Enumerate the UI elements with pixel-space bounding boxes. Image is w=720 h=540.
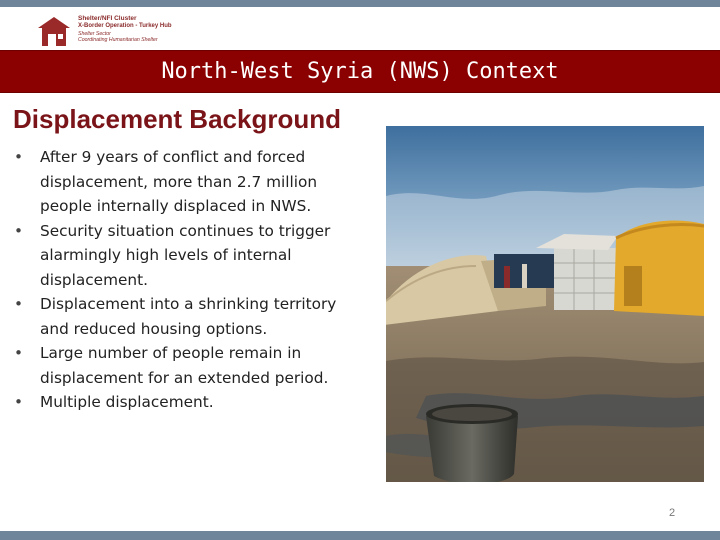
logo-cluster-name: Shelter/NFI Cluster xyxy=(78,15,137,22)
bullet-item xyxy=(14,292,364,341)
page-number: 2 xyxy=(668,507,676,519)
bullet-list xyxy=(14,145,364,415)
bullet-dot-icon: • xyxy=(14,393,24,411)
bullet-item xyxy=(14,219,364,293)
title-banner xyxy=(0,50,720,93)
bullet-text: Displacement into a shrinking territory and reduced housing options. xyxy=(40,295,337,338)
bullet-dot-icon: • xyxy=(14,295,24,313)
bottom-accent-strip xyxy=(0,531,720,540)
banner-title: North-West Syria (NWS) Context xyxy=(161,59,559,84)
bullet-dot-icon: • xyxy=(14,148,24,166)
bullet-text: Security situation continues to trigger alarmingly high levels of internal displacement. xyxy=(40,221,331,289)
logo-tagline: Coordinating Humanitarian Shelter xyxy=(78,37,158,43)
bullet-item xyxy=(14,390,364,415)
bullet-text: Multiple displacement. xyxy=(40,393,214,411)
bullet-dot-icon: • xyxy=(14,221,24,240)
bullet-item xyxy=(14,145,364,219)
logo-operation: X-Border Operation - Turkey Hub xyxy=(78,23,172,29)
slide-heading: Displacement Background xyxy=(13,104,341,134)
cluster-logo xyxy=(36,14,236,48)
bullet-item xyxy=(14,341,364,390)
logo-text xyxy=(78,15,172,44)
camp-photo xyxy=(386,126,704,482)
bullet-text: Large number of people remain in displacement for an extended period. xyxy=(40,344,329,387)
shelter-cluster-logo-icon xyxy=(36,14,72,48)
top-accent-strip xyxy=(0,0,720,7)
bullet-dot-icon: • xyxy=(14,344,24,362)
tent-camp-illustration xyxy=(386,126,704,482)
logo-sector: Shelter Sector xyxy=(78,30,111,37)
bullet-text: After 9 years of conflict and forced displacement, more than 2.7 million people internally displaced in NWS. xyxy=(40,148,318,215)
